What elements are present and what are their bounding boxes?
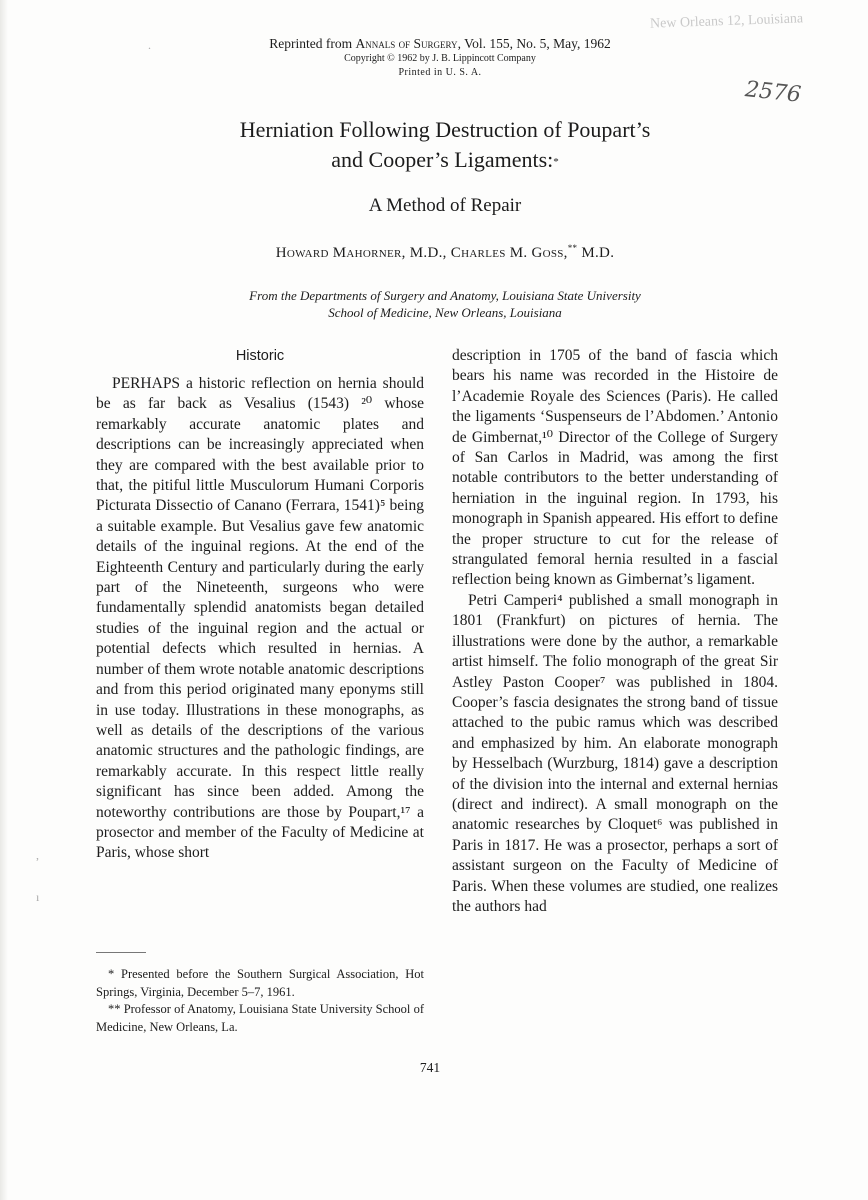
scan-speck: ,	[36, 848, 39, 862]
body-paragraph: Petri Camperi⁴ published a small monograph in 1801 (Frankfurt) on pictures of hernia. The illustrations were done by the author, a remarkable artist himself. The folio monograph of the great Sir Astley Paston Cooper⁷ was published in 1804. Cooper’s fascia designates the strong band of tissue attached to the pubic ramus which was described and emphasized by him. An elaborate monograph by Hesselbach (Wurzburg, 1814) gave a description of the division into the internal and external hernias (direct and indirect). A small monograph on the anatomic researches by Cloquet⁶ was published in Paris in 1817. He was a prosector, perhaps a sort of assistant surgeon on the Faculty of Medicine of Paris. When these volumes are studied, one realizes the authors had	[452, 591, 778, 915]
article-subtitle: A Method of Repair	[368, 195, 522, 216]
footnotes	[96, 966, 424, 1036]
journal-name: Annals of Surgery	[355, 36, 458, 51]
left-column	[96, 374, 424, 864]
body-paragraph: PERHAPS a historic reflection on hernia should be as far back as Vesalius (1543) ²⁰ whose remarkably accurate anatomic plates and descriptions can be increasingly appreciated when they are compared with the best available prior to that, the pitiful little Musculorum Humani Corporis Picturata Dissectio of Canano (Ferrara, 1541)⁵ being a suitable example. But Vesalius gave few anatomic details of the inguinal regions. At the end of the Eighteenth Century and particularly during the early part of the Nineteenth, surgeons who were fundamentally splendid anatomists began detailed studies of the inguinal region and the actual or potential defects which resulted in hernias. A number of them wrote notable anatomic descriptions and from this period originated many eponyms still in use today. Illustrations in these monographs, as well as details of the descriptions of the various anatomic structures and the pathologic findings, are remarkably accurate. In this respect little really significant has since been added. Among the noteworthy contributions are those by Poupart,¹⁷ a prosector and member of the Faculty of Medicine at Paris, whose short	[96, 375, 424, 862]
author-line: Howard Mahorner, M.D., Charles M. Goss,** M.D.	[275, 243, 615, 261]
reprint-line: Reprinted from Annals of Surgery, Vol. 155, No. 5, May, 1962	[269, 36, 611, 51]
footnote-divider	[96, 952, 146, 953]
library-stamp: New Orleans 12, Louisiana	[649, 11, 804, 32]
body-paragraph: description in 1705 of the band of fascia which bears his name was recorded in the Histoire de l’Academie Royale des Sciences (Paris). He called the ligaments ‘Suspenseurs de l’Abdomen.’ Antonio de Gimbernat,¹⁰ Director of the College of Surgery of San Carlos in Madrid, was among the first notable contributors to the better understanding of herniation in the inguinal region. In 1793, his monograph in Spanish appeared. His effort to define the proper structure to cut for the release of strangulated femoral hernia resulted in a fascial reflection being known as Gimbernat’s ligament.	[452, 347, 778, 589]
scan-edge-shadow	[0, 0, 8, 1200]
article-title: Herniation Following Destruction of Poupart’s and Cooper’s Ligaments:*	[239, 117, 651, 172]
author-2: Charles M. Goss,	[450, 245, 568, 261]
title-footnote-mark: *	[553, 156, 559, 168]
section-heading: Historic	[235, 348, 285, 364]
affiliation: From the Departments of Surgery and Anatomy, Louisiana State University School of Medicine, New Orleans, Louisiana	[249, 288, 641, 320]
footnote: * Presented before the Southern Surgical Association, Hot Springs, Virginia, December 5–7, 1961.	[96, 967, 424, 999]
author-footnote-mark: **	[567, 243, 578, 253]
scan-speck: .	[148, 38, 151, 52]
handwritten-note: 2576	[743, 77, 803, 108]
printed-line: Printed in U. S. A.	[398, 67, 482, 78]
copyright-line: Copyright © 1962 by J. B. Lippincott Company	[344, 53, 536, 64]
footnote: ** Professor of Anatomy, Louisiana State University School of Medicine, New Orleans, La.	[96, 1002, 424, 1034]
right-column	[452, 346, 778, 917]
author-1: Howard Mahorner, M.D.,	[275, 245, 447, 261]
scan-speck: ı	[36, 890, 40, 904]
page-number: 741	[419, 1060, 441, 1075]
